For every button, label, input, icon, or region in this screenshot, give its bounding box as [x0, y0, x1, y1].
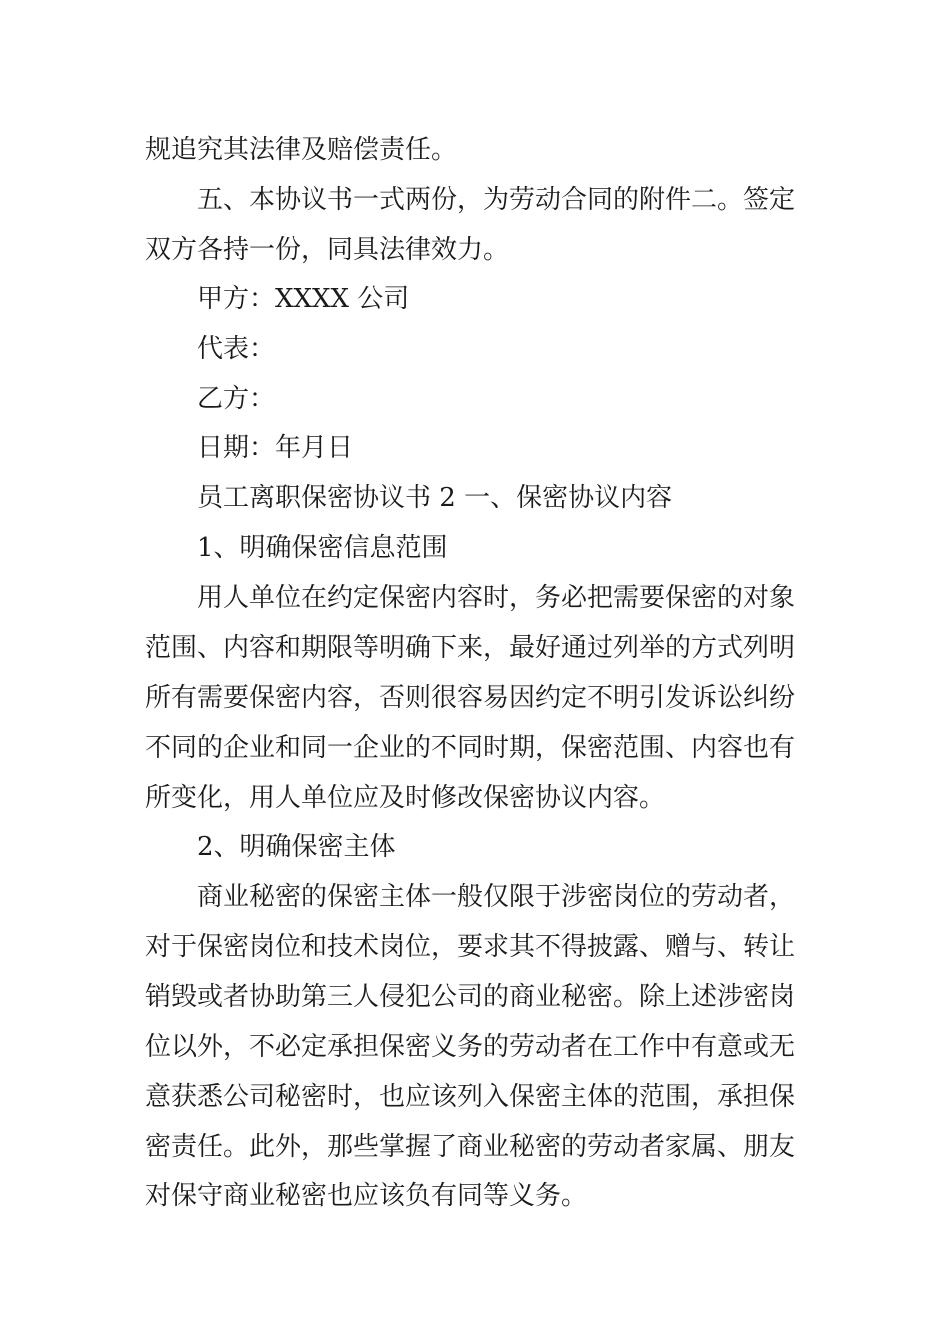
text-line: 五、本协议书一式两份，为劳动合同的附件二。签定	[197, 185, 796, 215]
text-line: 甲方：XXXX 公司	[197, 284, 410, 314]
text-line: 双方各持一份，同具法律效力。	[145, 235, 510, 265]
text-line: 范围、内容和期限等明确下来，最好通过列举的方式列明	[145, 633, 796, 663]
text-line: 商业秘密的保密主体一般仅限于涉密岗位的劳动者，	[197, 882, 796, 912]
text-line: 乙方：	[197, 384, 276, 414]
text-line: 对保守商业秘密也应该负有同等义务。	[145, 1181, 588, 1211]
text-line: 用人单位在约定保密内容时，务必把需要保密的对象	[197, 583, 796, 613]
text-line: 密责任。此外，那些掌握了商业秘密的劳动者家属、朋友	[145, 1132, 796, 1162]
text-line: 代表：	[197, 334, 276, 364]
text-line: 日期：年月日	[197, 433, 354, 463]
subsection-heading: 2、明确保密主体	[197, 832, 396, 862]
subsection-heading: 1、明确保密信息范围	[197, 533, 448, 563]
text-line: 位以外，不必定承担保密义务的劳动者在工作中有意或无	[145, 1032, 796, 1062]
text-line: 所变化，用人单位应及时修改保密协议内容。	[145, 783, 666, 813]
text-line: 意获悉公司秘密时，也应该列入保密主体的范围，承担保	[145, 1082, 796, 1112]
text-line: 销毁或者协助第三人侵犯公司的商业秘密。除上述涉密岗	[145, 982, 796, 1012]
text-line: 不同的企业和同一企业的不同时期，保密范围、内容也有	[145, 733, 796, 763]
text-line: 对于保密岗位和技术岗位，要求其不得披露、赠与、转让	[145, 932, 796, 962]
text-line: 所有需要保密内容，否则很容易因约定不明引发诉讼纠纷	[145, 683, 796, 713]
section-heading: 员工离职保密协议书 2 一、保密协议内容	[197, 483, 673, 513]
text-line: 规追究其法律及赔偿责任。	[145, 135, 458, 165]
